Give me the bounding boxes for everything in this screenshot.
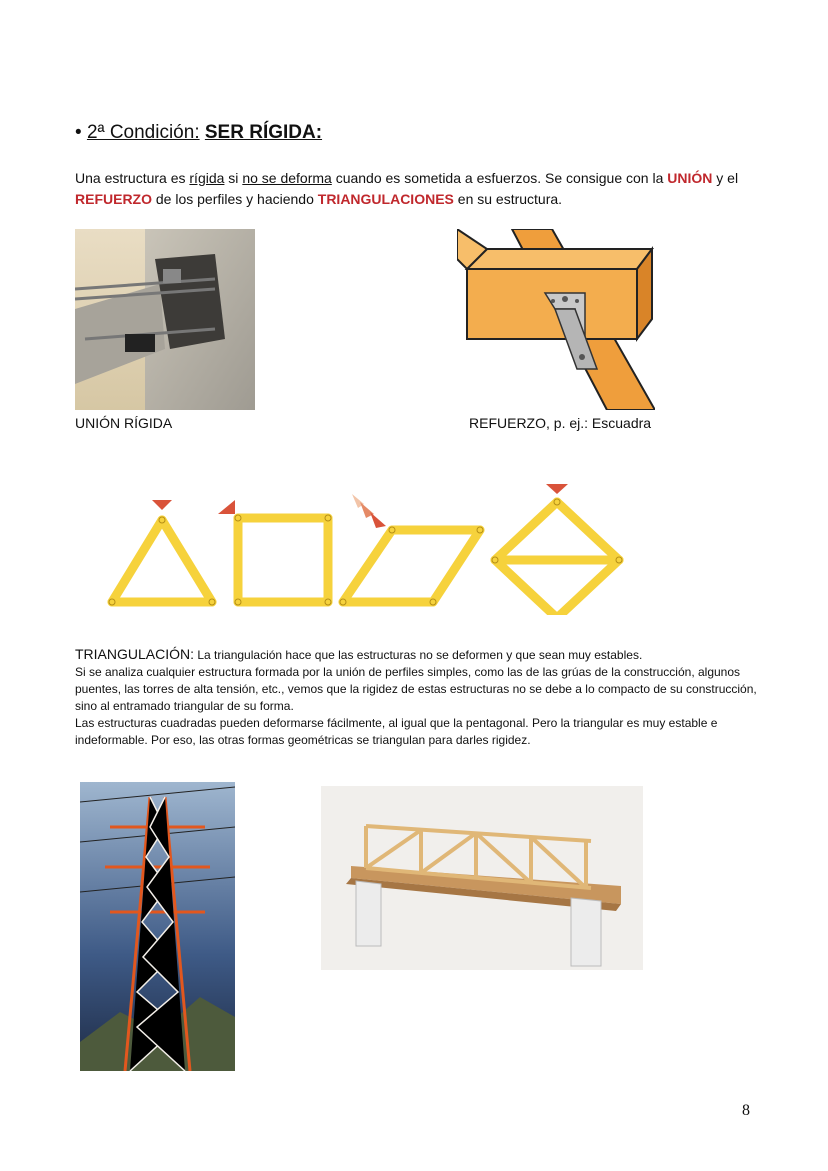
bullet: • <box>75 122 82 143</box>
intro-paragraph <box>75 168 755 210</box>
triangulation-diagram <box>100 480 640 615</box>
rigid-joint-image <box>75 229 255 410</box>
model-bridge-image <box>321 786 643 970</box>
intro-no-deforma: no se deforma <box>242 170 332 186</box>
intro-text: cuando es sometida a esfuerzos. Se consigue con la <box>331 170 668 186</box>
page-number: 8 <box>742 1102 750 1119</box>
triangulation-paragraph-2: Las estructuras cuadradas pueden deformarse fácilmente, al igual que la pentagonal. Pero la triangular es muy estable e indeformable. Por eso, las otras formas geométricas se triangulan para darles rigidez. <box>75 716 718 747</box>
section-heading <box>75 122 322 144</box>
intro-text: en su estructura. <box>453 191 563 207</box>
triangulation-title: TRIANGULACIÓN: <box>75 646 195 662</box>
triangulation-text <box>75 646 760 749</box>
power-tower-image <box>80 782 235 1071</box>
intro-rigida: rígida <box>189 170 225 186</box>
corner-bracket-image <box>457 229 655 410</box>
intro-text: Una estructura es <box>75 170 190 186</box>
intro-text: y el <box>712 170 739 186</box>
intro-union: UNIÓN <box>667 170 713 186</box>
condition-label: 2ª Condición: <box>86 122 200 143</box>
intro-refuerzo: REFUERZO <box>75 191 152 207</box>
caption-refuerzo: REFUERZO, p. ej.: Escuadra <box>469 415 652 431</box>
intro-text: si <box>224 170 243 186</box>
condition-title: SER RÍGIDA: <box>204 122 323 143</box>
triangulation-paragraph-1: Si se analiza cualquier estructura formada por la unión de perfiles simples, como las de las grúas de la construcción, algunos puentes, las torres de alta tensión, etc., vemos que la rigidez de estas estructuras no se debe a lo compacto de su construcción, sino al entramado triangular de su forma. <box>75 665 757 713</box>
triangulation-lead: La triangulación hace que las estructuras no se deformen y que sean muy estables. <box>194 648 643 662</box>
intro-text: de los perfiles y haciendo <box>152 191 318 207</box>
intro-triangulaciones: TRIANGULACIONES <box>317 191 454 207</box>
caption-union: UNIÓN RÍGIDA <box>75 415 173 431</box>
